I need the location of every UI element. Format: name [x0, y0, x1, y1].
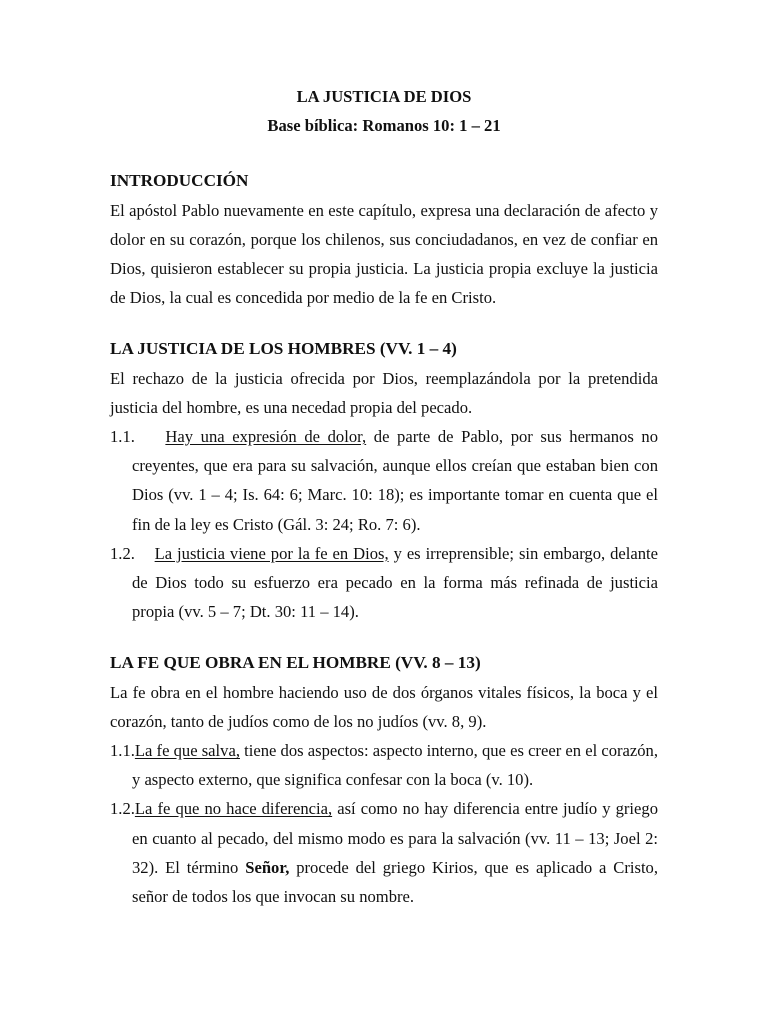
item-text: así como no hay diferencia entre judío y griego en cuanto al pecado, del mismo modo es para la salvación (vv. 11 – 13; Joel 2: 32). El término [132, 799, 658, 877]
item-bold-term: Señor, [245, 857, 290, 877]
item-emphasis: La justicia viene por la fe en Dios, [154, 543, 389, 563]
document-subtitle: Base bíblica: Romanos 10: 1 – 21 [267, 116, 501, 136]
item-text: tiene dos aspectos: aspecto interno, que es creer en el corazón, y aspecto externo, que significa confesar con la boca (v. 10). [132, 741, 658, 790]
item-text: procede del griego Kirios, que es aplicado a Cristo, señor de todos los que invocan su nombre. [132, 857, 659, 907]
item-text: y es irreprensible; sin embargo, delante de Dios todo su esfuerzo era pecado en la forma más refinada de justicia propia (vv. 5 – 7; Dt. 30: 11 – 14). [132, 543, 659, 622]
item-number: 1.2. [110, 543, 135, 563]
section1-heading: LA JUSTICIA DE LOS HOMBRES (VV. 1 – 4) [110, 339, 457, 359]
introduction-heading: INTRODUCCIÓN [110, 171, 249, 191]
introduction-paragraph: El apóstol Pablo nuevamente en este capítulo, expresa una declaración de afecto y dolor en su corazón, porque los chilenos, sus conciudadanos, en vez de confiar en Dios, quisieron establecer su propia justicia. La justicia propia excluye la justicia de Dios, la cual es concedida por medio de la fe en Cristo. [110, 200, 658, 308]
section2-heading: LA FE QUE OBRA EN EL HOMBRE (VV. 8 – 13) [110, 653, 481, 673]
item-number: 1.2. [110, 799, 135, 819]
item-number: 1.1. [110, 427, 135, 447]
item-number: 1.1. [110, 741, 135, 761]
item-emphasis: Hay una expresión de dolor, [165, 427, 367, 447]
section1-paragraph: El rechazo de la justicia ofrecida por Dios, reemplazándola por la pretendida justicia del hombre, es una necedad propia del pecado. [110, 368, 658, 417]
item-text: de parte de Pablo, por sus hermanos no creyentes, que era para su salvación, aunque ellos creían que estaban bien con Dios (vv. 1 – 4; Is. 64: 6; Marc. 10: 18); es importante tomar en cuenta que el fin de la ley es Cristo (Gál. 3: 24; Ro. 7: 6). [132, 427, 658, 534]
document-title: LA JUSTICIA DE DIOS [296, 87, 472, 106]
section1-item-2 [110, 539, 658, 627]
section2-paragraph: La fe obra en el hombre haciendo uso de dos órganos vitales físicos, la boca y el corazón, tanto de judíos como de los no judíos (vv. 8, 9). [110, 682, 658, 731]
item-emphasis: La fe que salva, [134, 741, 240, 761]
document-page [110, 82, 658, 911]
section2-item-2 [110, 794, 658, 911]
item-emphasis: La fe que no hace diferencia, [134, 799, 333, 819]
section1-item-1 [110, 422, 658, 539]
section2-item-1 [110, 736, 658, 794]
